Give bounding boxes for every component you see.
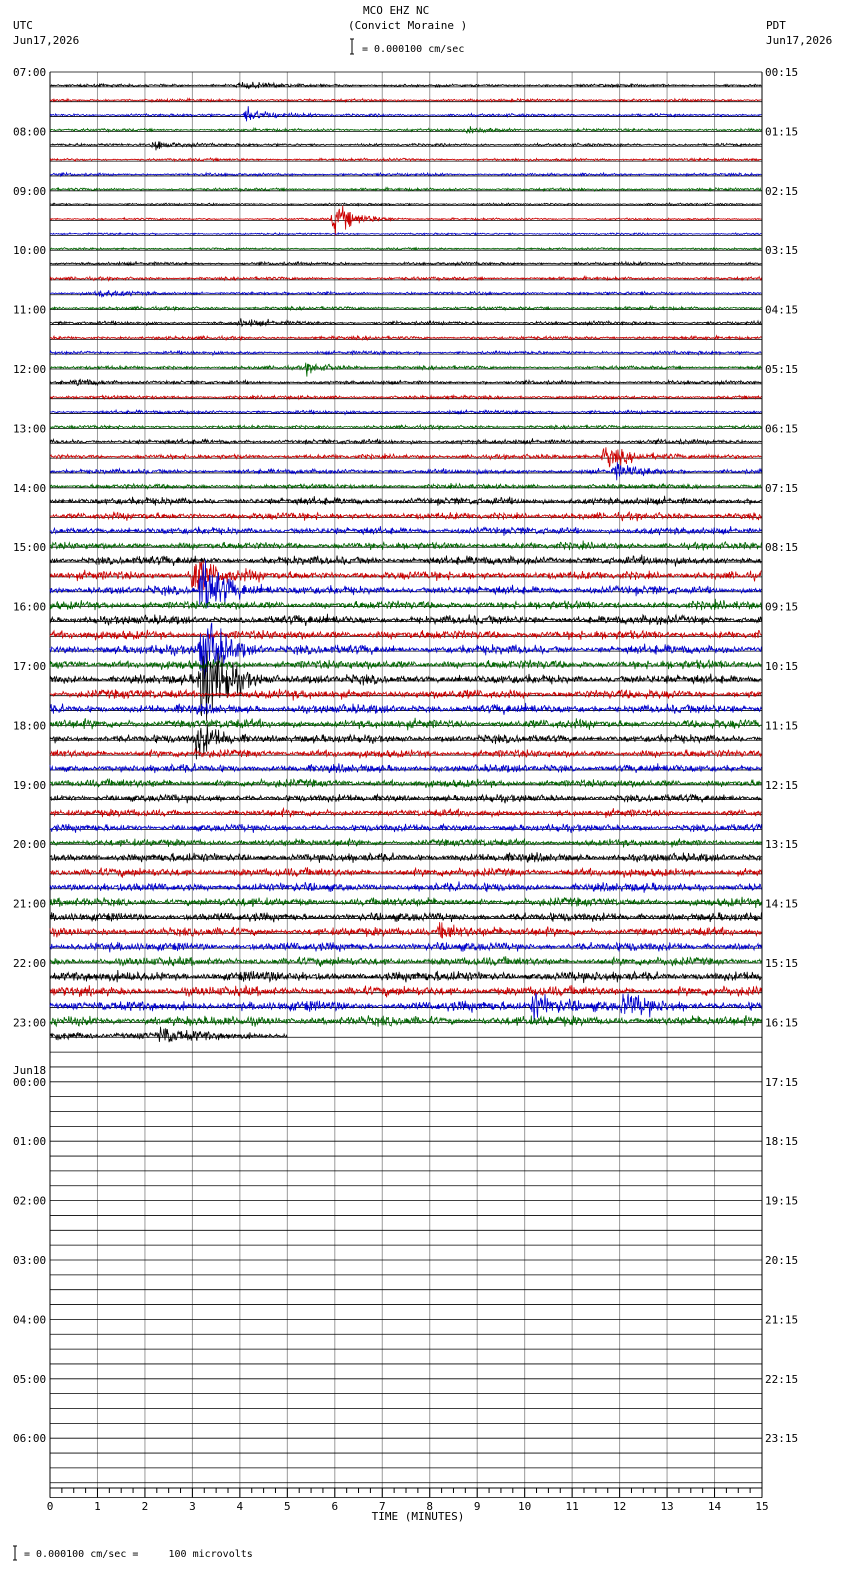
- seismic-trace: [50, 363, 761, 377]
- seismic-trace: [50, 956, 761, 966]
- utc-hour-label: 18:00: [13, 719, 47, 733]
- seismic-trace: [50, 82, 761, 89]
- pdt-hour-label: 07:15: [765, 481, 799, 495]
- seismic-trace: [50, 462, 761, 480]
- utc-hour-label: 00:00: [13, 1075, 47, 1089]
- pdt-hour-label: 17:15: [765, 1075, 799, 1089]
- x-tick-label: 13: [660, 1500, 674, 1513]
- x-tick-label: 3: [189, 1500, 196, 1513]
- seismic-trace: [50, 496, 761, 506]
- utc-hour-label: 05:00: [13, 1372, 47, 1386]
- x-tick-label: 14: [707, 1500, 722, 1513]
- x-tick-label: 2: [141, 1500, 149, 1513]
- pdt-hour-label: 03:15: [765, 244, 799, 258]
- seismic-trace: [50, 659, 761, 670]
- seismic-trace: [50, 560, 761, 609]
- seismic-trace: [50, 630, 761, 640]
- seismic-trace: [50, 560, 761, 590]
- pdt-hour-label: 20:15: [765, 1254, 799, 1267]
- pdt-hour-label: 09:15: [765, 600, 799, 614]
- utc-hour-label: 20:00: [13, 838, 47, 852]
- pdt-hour-label: 01:15: [765, 125, 799, 139]
- seismic-trace: [50, 824, 761, 833]
- pdt-hour-label: 18:15: [765, 1135, 799, 1149]
- x-axis-title: TIME (MINUTES): [371, 1510, 465, 1523]
- seismic-trace: [50, 897, 761, 908]
- x-tick-label: 9: [473, 1500, 481, 1513]
- utc-hour-label: 21:00: [13, 897, 47, 911]
- seismic-trace: [50, 1015, 761, 1026]
- pdt-hour-label: 00:15: [765, 66, 799, 79]
- pdt-hour-label: 08:15: [765, 541, 799, 555]
- seismic-trace: [50, 867, 761, 877]
- footer-scale-text: = 0.000100 cm/sec = 100 microvolts: [24, 1549, 253, 1560]
- x-tick-label: 4: [236, 1500, 244, 1513]
- utc-hour-label: 19:00: [13, 778, 47, 792]
- pdt-hour-label: 22:15: [765, 1372, 799, 1386]
- seismic-trace: [50, 689, 761, 701]
- x-tick-label: 8: [426, 1500, 434, 1513]
- pdt-hour-label: 02:15: [765, 184, 799, 198]
- seismic-trace: [50, 247, 761, 250]
- seismic-trace: [50, 718, 761, 730]
- x-tick-label: 11: [565, 1500, 579, 1513]
- pdt-hour-label: 10:15: [765, 660, 799, 673]
- pdt-hour-label: 05:15: [765, 363, 799, 376]
- seismic-trace: [50, 290, 761, 297]
- x-tick-label: 10: [518, 1500, 532, 1513]
- seismic-trace: [50, 912, 761, 922]
- seismic-trace: [50, 173, 761, 176]
- seismic-trace: [50, 512, 761, 522]
- utc-hour-label: 09:00: [13, 184, 47, 198]
- utc-date-label: Jun18: [13, 1063, 47, 1077]
- pdt-hour-label: 04:15: [765, 303, 799, 317]
- utc-hour-label: 03:00: [13, 1254, 47, 1267]
- seismic-trace: [50, 763, 761, 773]
- left-timezone: UTC: [13, 19, 33, 32]
- pdt-hour-label: 06:15: [765, 422, 799, 436]
- utc-hour-label: 04:00: [13, 1313, 47, 1327]
- seismic-trace: [50, 808, 761, 818]
- utc-hour-label: 10:00: [13, 244, 47, 258]
- seismic-trace: [50, 779, 761, 788]
- seismic-trace: [50, 599, 761, 610]
- x-tick-label: 7: [378, 1500, 386, 1513]
- seismic-trace: [50, 318, 761, 326]
- x-tick-label: 5: [284, 1500, 291, 1513]
- utc-hour-label: 22:00: [13, 957, 47, 970]
- seismic-trace: [50, 852, 761, 863]
- pdt-hour-label: 13:15: [765, 838, 799, 852]
- utc-hour-label: 06:00: [13, 1432, 47, 1446]
- pdt-hour-label: 21:15: [765, 1313, 799, 1327]
- utc-hour-label: 12:00: [13, 363, 47, 376]
- right-timezone: PDT: [766, 19, 786, 32]
- x-tick-label: 6: [331, 1500, 339, 1513]
- utc-hour-label: 02:00: [13, 1194, 47, 1208]
- seismic-trace: [50, 838, 761, 847]
- seismic-trace: [50, 106, 761, 121]
- pdt-hour-label: 16:15: [765, 1016, 799, 1030]
- seismic-trace: [50, 379, 761, 386]
- utc-hour-label: 14:00: [13, 481, 47, 495]
- left-date: Jun17,2026: [13, 34, 80, 47]
- x-tick-label: 0: [46, 1500, 54, 1513]
- utc-hour-label: 13:00: [13, 422, 47, 436]
- seismic-trace: [50, 881, 761, 892]
- seismic-trace: [50, 555, 761, 567]
- seismic-trace: [50, 749, 761, 758]
- seismic-trace: [50, 233, 761, 235]
- seismic-trace: [50, 1027, 287, 1042]
- scale-text: = 0.000100 cm/sec: [362, 44, 465, 55]
- seismic-trace: [50, 203, 761, 206]
- utc-hour-label: 01:00: [13, 1135, 47, 1149]
- pdt-hour-label: 15:15: [765, 957, 799, 970]
- utc-hour-label: 23:00: [13, 1016, 47, 1030]
- seismic-trace: [50, 126, 761, 133]
- station-location: (Convict Moraine ): [348, 19, 468, 32]
- seismic-trace: [50, 985, 761, 997]
- utc-hour-label: 08:00: [13, 125, 47, 139]
- pdt-hour-label: 19:15: [765, 1194, 799, 1208]
- seismic-trace: [50, 922, 761, 938]
- utc-hour-label: 16:00: [13, 600, 47, 614]
- right-date: Jun17,2026: [766, 34, 833, 47]
- seismic-trace: [50, 447, 761, 466]
- station-title: MCO EHZ NC: [363, 4, 430, 17]
- utc-hour-label: 15:00: [13, 541, 47, 555]
- x-tick-label: 1: [94, 1500, 101, 1513]
- seismic-trace: [50, 703, 761, 715]
- x-tick-label: 15: [755, 1500, 769, 1513]
- seismic-trace: [50, 614, 761, 626]
- seismic-trace: [50, 794, 761, 803]
- seismic-trace: [50, 526, 761, 536]
- pdt-hour-label: 14:15: [765, 897, 799, 911]
- pdt-hour-label: 23:15: [765, 1432, 799, 1446]
- utc-hour-label: 07:00: [13, 66, 47, 79]
- seismic-trace: [50, 942, 761, 952]
- pdt-hour-label: 11:15: [765, 719, 799, 733]
- seismic-trace: [50, 970, 761, 983]
- seismic-trace: [50, 540, 761, 550]
- x-tick-label: 12: [612, 1500, 627, 1513]
- utc-hour-label: 17:00: [13, 660, 47, 673]
- utc-hour-label: 11:00: [13, 303, 47, 317]
- pdt-hour-label: 12:15: [765, 778, 799, 792]
